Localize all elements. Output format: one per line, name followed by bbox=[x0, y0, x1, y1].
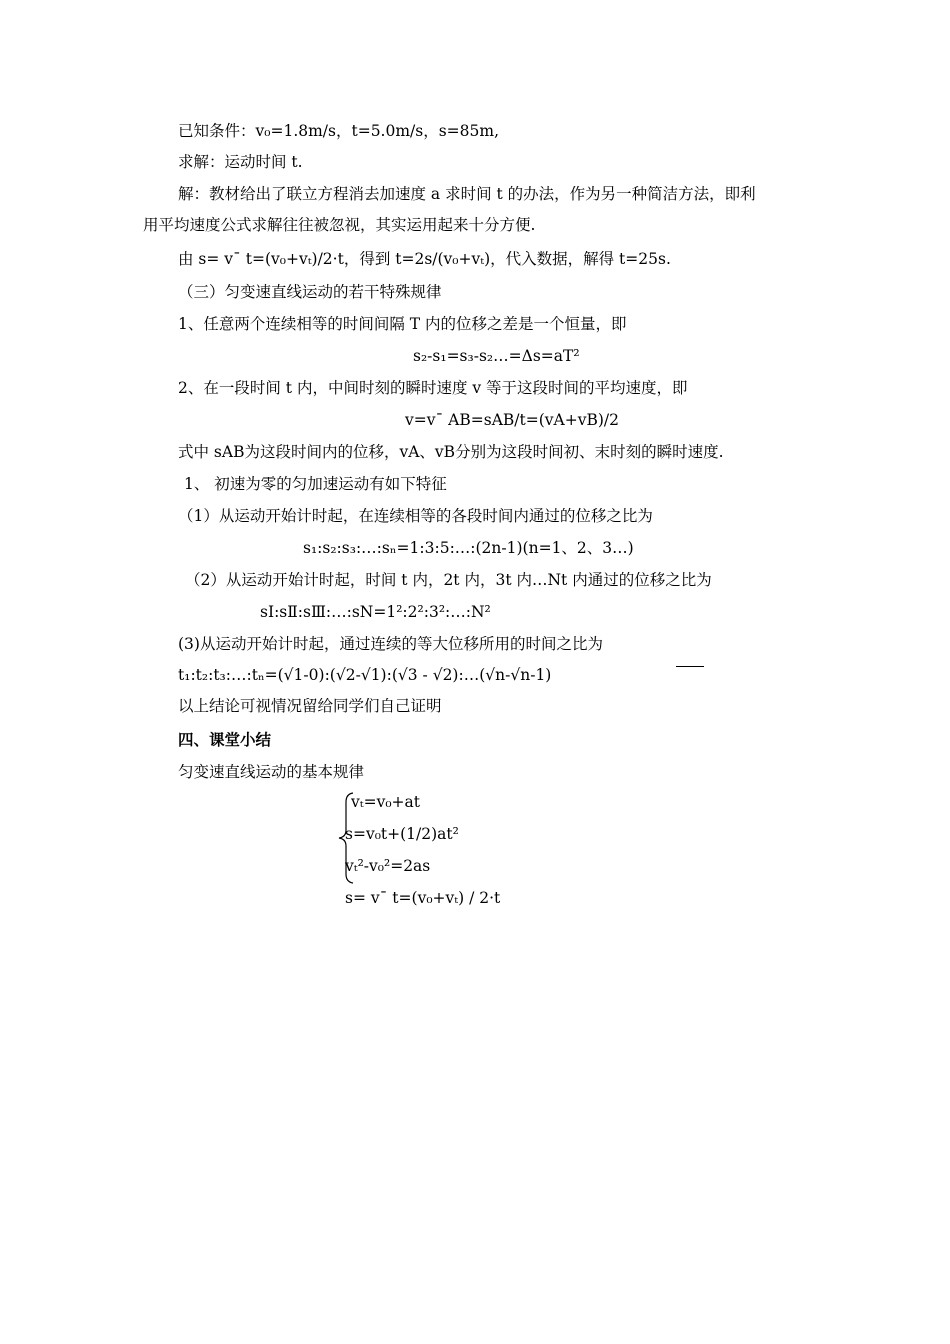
section-heading-3: （三）匀变速直线运动的若干特殊规律 bbox=[178, 283, 442, 301]
given-conditions: 已知条件：v₀=1.8m/s，t=5.0m/s，s=85m, bbox=[178, 122, 500, 140]
rule-1-formula: s₂-s₁=s₃-s₂…=Δs=aT² bbox=[413, 347, 580, 365]
rule-1-text: 1、任意两个连续相等的时间间隔 T 内的位移之差是一个恒量，即 bbox=[178, 315, 627, 333]
summary-intro: 匀变速直线运动的基本规律 bbox=[178, 763, 365, 781]
stray-overline-rule bbox=[676, 666, 704, 667]
solution-line-2: 用平均速度公式求解往往被忽视，其实运用起来十分方便. bbox=[143, 216, 536, 234]
rule-2-formula: v=v¯ AB=sAB/t=(vA+vB)/2 bbox=[405, 411, 619, 429]
rule-3-heading: 1、 初速为零的匀加速运动有如下特征 bbox=[184, 475, 447, 493]
summary-equation-2: s=v₀t+(1/2)at² bbox=[345, 825, 459, 843]
rule-3-formula-1: s₁:s₂:s₃:…:sₙ=1:3:5:…:(2n-1)(n=1、2、3…) bbox=[303, 539, 634, 557]
solution-line-1: 解：教材给出了联立方程消去加速度 a 求时间 t 的办法，作为另一种简洁方法，即利 bbox=[178, 185, 756, 203]
rule-3-point-2: （2）从运动开始计时起，时间 t 内，2t 内，3t 内…Nt 内通过的位移之比为 bbox=[185, 571, 712, 589]
rule-3-point-1: （1）从运动开始计时起，在连续相等的各段时间内通过的位移之比为 bbox=[178, 507, 653, 525]
rule-2-text: 2、在一段时间 t 内，中间时刻的瞬时速度 v 等于这段时间的平均速度，即 bbox=[178, 379, 688, 397]
rule-3-formula-2: sⅠ:sⅡ:sⅢ:…:sN=1²:2²:3²:…:N² bbox=[260, 603, 491, 621]
proof-note: 以上结论可视情况留给同学们自己证明 bbox=[178, 697, 442, 715]
summary-equation-3: vₜ²-v₀²=2as bbox=[345, 857, 431, 875]
summary-heading: 四、课堂小结 bbox=[178, 730, 272, 749]
summary-equation-4: s= v¯ t=(v₀+vₜ) / 2·t bbox=[345, 889, 501, 907]
find-statement: 求解：运动时间 t. bbox=[178, 153, 303, 171]
summary-equation-1: vₜ=v₀+at bbox=[351, 793, 420, 811]
rule-2-note: 式中 sAB为这段时间内的位移，vA、vB分别为这段时间初、末时刻的瞬时速度. bbox=[178, 443, 724, 461]
solution-line-3: 由 s= v¯ t=(v₀+vₜ)/2·t，得到 t=2s/(v₀+vₜ)，代入数据，解得 t=25s. bbox=[178, 250, 671, 268]
rule-3-formula-3: t₁:t₂:t₃:…:tₙ=(√1-0):(√2-√1):(√3 - √2):…(√n-√n-1) bbox=[178, 666, 552, 684]
rule-3-point-3: (3)从运动开始计时起，通过连续的等大位移所用的时间之比为 bbox=[178, 635, 603, 653]
